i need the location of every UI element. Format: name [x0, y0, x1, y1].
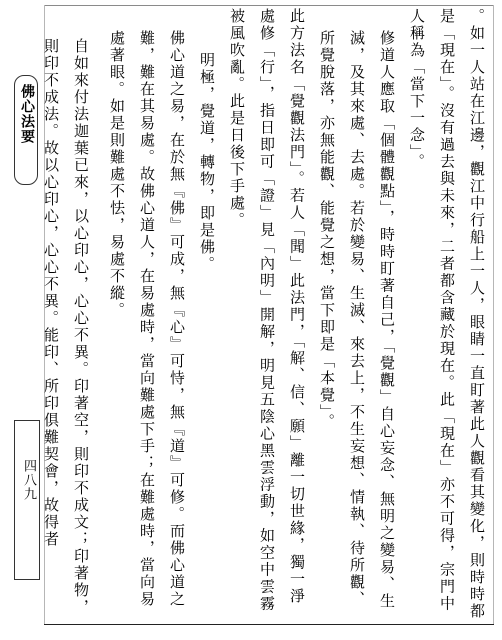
- book-title: 佛心法要: [19, 84, 35, 144]
- paragraph-buddha-line: 明極，覺道，轉物，即是佛。: [198, 52, 216, 273]
- right-border-rule: [493, 5, 494, 625]
- top-border-rule: [44, 5, 494, 6]
- paragraph-observation-method: 修道人應取「個體觀點」，時時盯著自己，「覺觀」自心妄念、無明之變易、生滅，及其來處、去處。若於變易、生滅、來去上，不生妄想、情執、待所觀、所覺脫落，亦無能觀、能覺之想，當下即是「本覺」。: [318, 30, 396, 610]
- paragraph-ease-difficulty: 佛心道之易，在於無『佛』可成，無『心』可恃，無『道』可修。而佛心道之難，難在其易處。故佛心道人，在易處時，當向難處下手；在難處時，當向易處著眼。如是則難處不怯，易處不縱。: [108, 30, 186, 608]
- bottom-border-rule: [44, 624, 494, 625]
- book-title-tab: [14, 75, 38, 185]
- paragraph-mind-seal: 自如來付法迦葉已來，以心印心，心心不異。印著空，則印不成文；印著物，則印不成法。故以心印心，心心不異。能印、所印俱難契會，故得者: [42, 38, 90, 616]
- page-number: 四八九: [21, 459, 36, 501]
- main-text-column-block: [42, 8, 492, 620]
- paragraph-method-name: 此方法名「覺觀法門」。若人「聞」此法門，「解、信、願」離一切世緣，獨一淨處修「行」，指日即可「證」見「內明」開解，明見五陰心黑雲浮動，如空中雲霧被風吹亂。此是日後下手處。: [228, 8, 306, 613]
- paragraph-continued: 。如一人站在江邊，觀江中行船上一人，眼睛一直盯著此人觀看其變化，則時時都是「現在」。沒有過去與未來，二者都含藏於現在。此「現在」亦不可得，宗門中人稱為「當下一念」。: [408, 8, 486, 620]
